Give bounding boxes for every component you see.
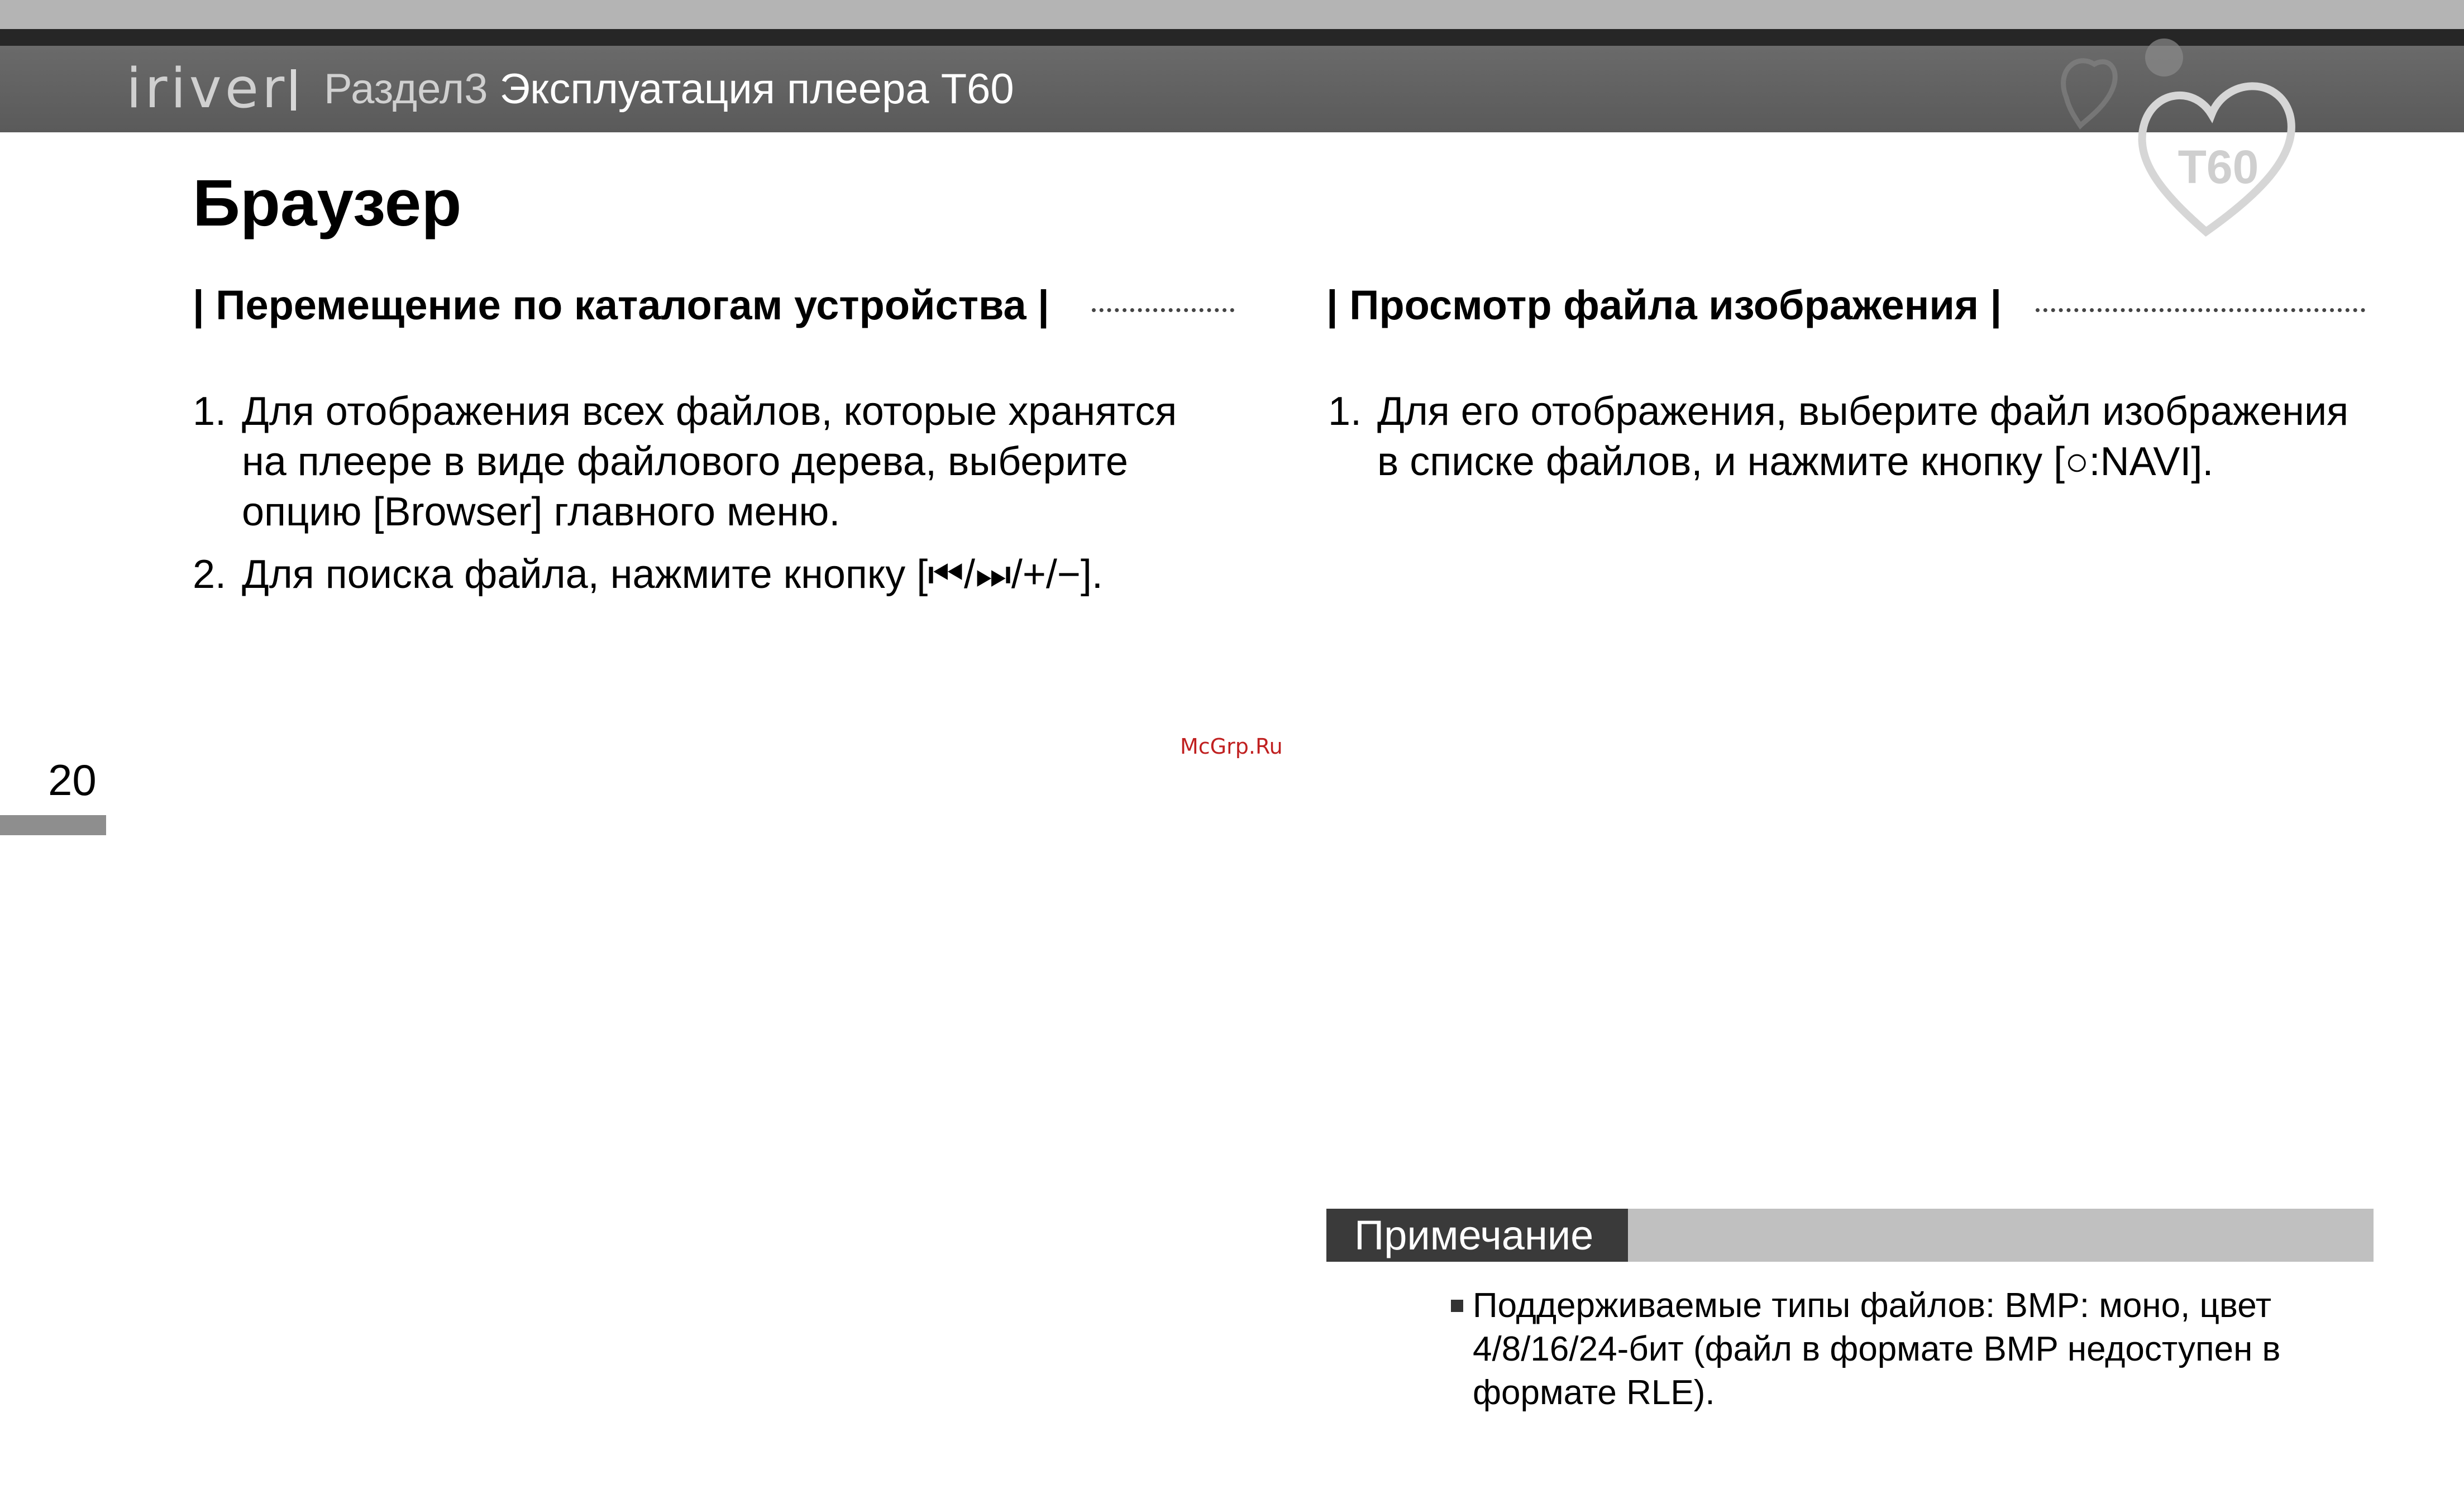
- note-header-bar: [1326, 1209, 2374, 1262]
- note-line: Поддерживаемые типы файлов: BMP: моно, цвет: [1473, 1286, 2272, 1325]
- note-line: 4/8/16/24-бит (файл в формате BMP недоступен в: [1473, 1330, 2281, 1368]
- item-number: 2.: [193, 552, 227, 597]
- page-number-marker: [0, 815, 106, 835]
- section-title: [324, 65, 1014, 113]
- t60-heart-logo-icon: [2033, 31, 2379, 254]
- list-item: [193, 386, 1254, 537]
- top-gray-strip: [0, 0, 2464, 29]
- list-item: [1328, 386, 2389, 487]
- heading-dots-right: [2036, 308, 2365, 312]
- item-line: опцию [Browser] главного меню.: [242, 490, 841, 534]
- watermark: McGrp.Ru: [1180, 734, 1283, 759]
- note-label: Примечание: [1326, 1209, 1628, 1262]
- page-title: Браузер: [193, 166, 462, 240]
- note-bullet-icon: [1451, 1300, 1463, 1312]
- item-number: 1.: [193, 389, 227, 434]
- item-line: Для отображения всех файлов, которые хранятся: [242, 389, 1177, 434]
- section-name: Эксплуатация плеера T60: [499, 65, 1014, 113]
- note-line: формате RLE).: [1473, 1373, 1715, 1412]
- section-prefix: Раздел3: [324, 65, 488, 113]
- t60-badge-text: T60: [2178, 141, 2259, 193]
- list-item: [193, 549, 1254, 600]
- instructions-list-left: [193, 386, 1254, 612]
- heading-dots-left: [1092, 308, 1234, 312]
- heading-directory-navigation: | Перемещение по каталогам устройства |: [193, 282, 1049, 328]
- item-line: Для поиска файла, нажмите кнопку [⏮/⏭/+/−].: [242, 552, 1103, 597]
- heading-image-view: | Просмотр файла изображения |: [1326, 282, 2002, 328]
- item-line: на плеере в виде файлового дерева, выберите: [242, 439, 1128, 484]
- instructions-list-right: [1328, 386, 2389, 499]
- item-line: в списке файлов, и нажмите кнопку [○:NAVI].: [1377, 439, 2214, 484]
- header-divider: [291, 69, 296, 111]
- page-number: 20: [48, 755, 97, 805]
- iriver-logo: iriver: [126, 57, 288, 121]
- note-body: [1473, 1284, 2366, 1415]
- item-number: 1.: [1328, 389, 1362, 434]
- item-line: Для его отображения, выберите файл изображения: [1377, 389, 2349, 434]
